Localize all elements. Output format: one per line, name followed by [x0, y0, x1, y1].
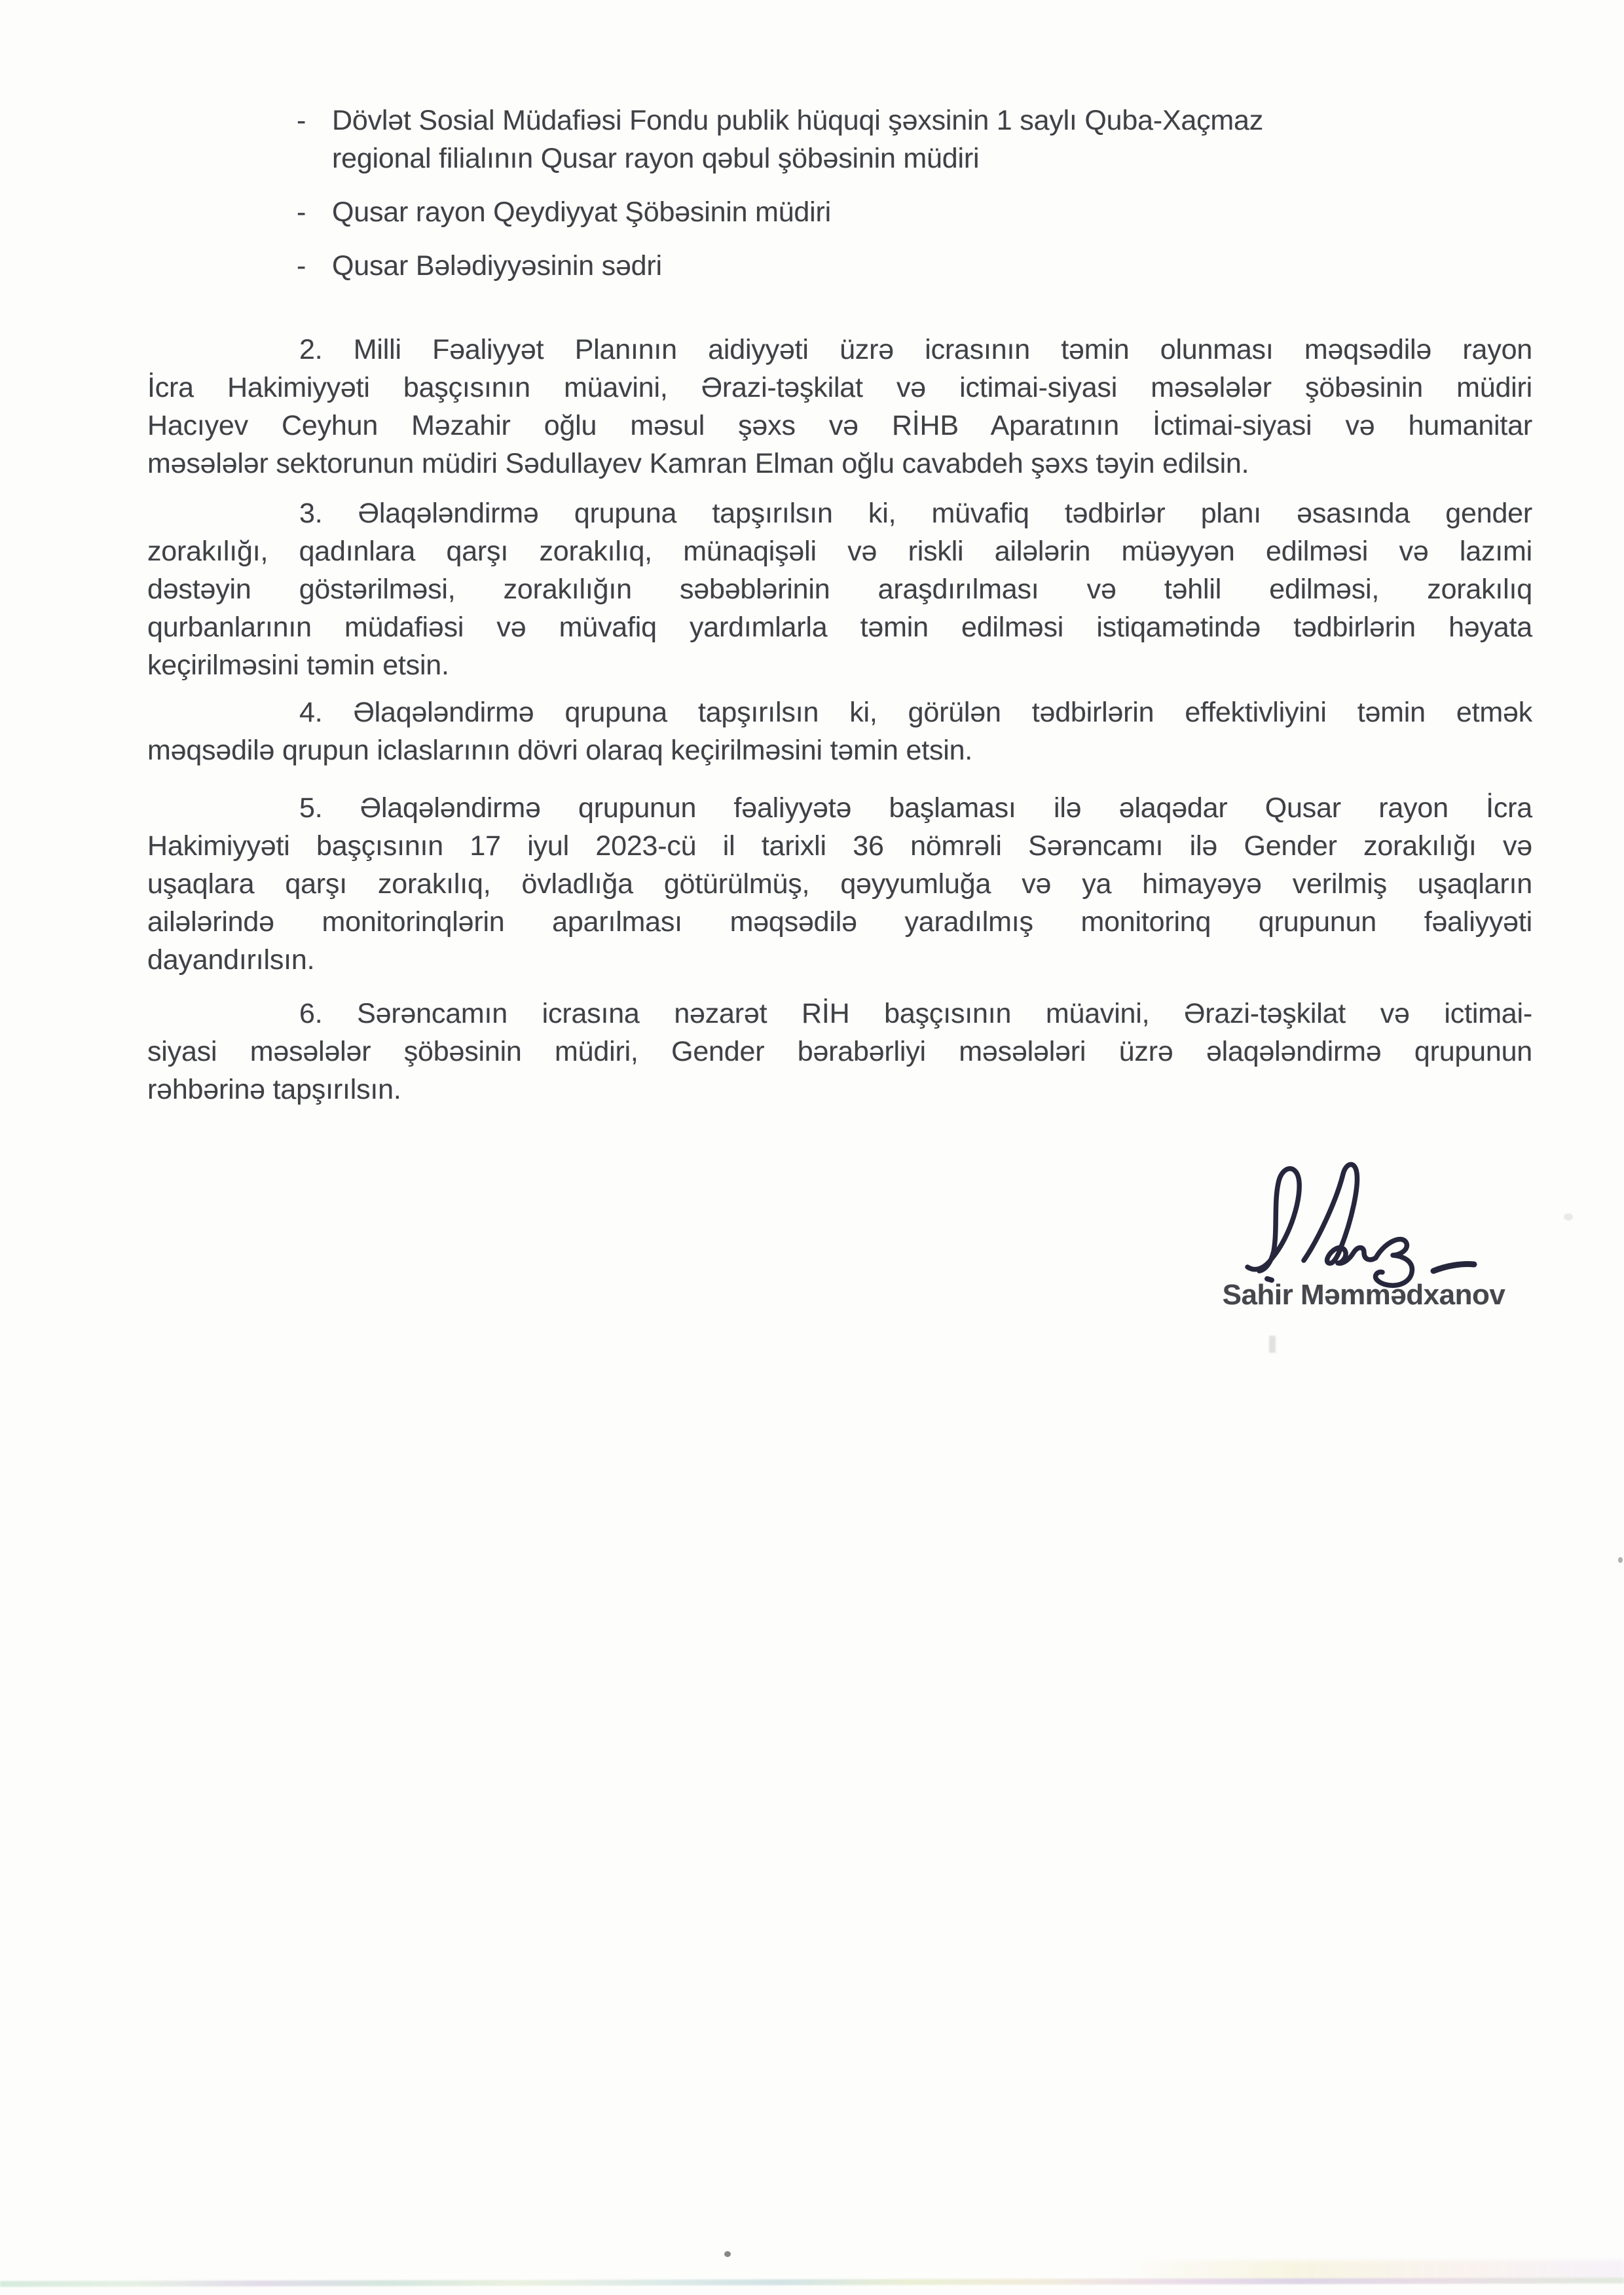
bullet-dash: - [297, 196, 306, 228]
signature-scribble [1241, 1154, 1483, 1292]
paragraph-line: dayandırılsın. [147, 944, 315, 976]
paragraph-line: zorakılığı, qadınlara qarşı zorakılıq, münaqişəli və riskli ailələrin müəyyən edilməsi və lazımi [147, 536, 1532, 567]
scan-speck [1618, 1557, 1623, 1563]
bullet-text [332, 101, 1263, 177]
paragraph-line: qurbanlarının müdafiəsi və müvafiq yardımlarla təmin edilməsi istiqamətində tədbirlərin həyata [147, 612, 1532, 643]
paragraph-line: məqsədilə qrupun iclaslarının dövri olaraq keçirilməsini təmin etsin. [147, 735, 973, 766]
list-item [297, 101, 1263, 177]
bullet-dash: - [297, 105, 306, 136]
paragraph-2 [147, 331, 1532, 483]
bullet-line: Dövlət Sosial Müdafiəsi Fondu publik hüquqi şəxsinin 1 saylı Quba-Xaçmaz [332, 105, 1264, 136]
scan-artifact-smudge [1113, 2260, 1624, 2280]
scan-speck [1564, 1213, 1573, 1221]
paragraph-5 [147, 789, 1532, 979]
officials-bullet-list [297, 101, 1263, 285]
paragraph-line: İcra Hakimiyyəti başçısının müavini, Ərazi-təşkilat və ictimai-siyasi məsələlər şöbəsinin müdiri [147, 372, 1532, 403]
bullet-line: Qusar rayon Qeydiyyat Şöbəsinin müdiri [332, 196, 831, 228]
paragraph-line: rəhbərinə tapşırılsın. [147, 1074, 401, 1105]
paragraph-line: 6. Sərəncamın icrasına nəzarət RİH başçısının müavini, Ərazi-təşkilat və ictimai- [299, 998, 1532, 1029]
paragraph-3 [147, 494, 1532, 684]
scan-speck [1269, 1336, 1276, 1353]
scan-artifact-line [0, 2277, 1624, 2286]
bullet-dash: - [297, 250, 306, 282]
paragraph-line: məsələlər sektorunun müdiri Sədullayev Kamran Elman oğlu cavabdeh şəxs təyin edilsin. [147, 448, 1249, 479]
paragraph-line: dəstəyin göstərilməsi, zorakılığın səbəblərinin araşdırılması və təhlil edilməsi, zorakılıq [147, 574, 1532, 605]
bullet-line: regional filialının Qusar rayon qəbul şöbəsinin müdiri [332, 143, 980, 174]
bullet-line: Qusar Bələdiyyəsinin sədri [332, 250, 662, 282]
paragraph-line: uşaqlara qarşı zorakılıq, övladlığa götürülmüş, qəyyumluğa və ya himayəyə verilmiş uşaqların [147, 868, 1532, 900]
paragraph-line: keçirilməsini təmin etsin. [147, 650, 449, 681]
bullet-text [332, 193, 831, 231]
paragraph-line: 5. Əlaqələndirmə qrupunun fəaliyyətə başlaması ilə əlaqədar Qusar rayon İcra [299, 792, 1532, 824]
list-item [297, 247, 1263, 285]
signatory-name: Sahir Məmmədxanov [1222, 1279, 1505, 1311]
paragraph-6 [147, 995, 1532, 1109]
paragraph-4 [147, 693, 1532, 769]
paragraph-line: 3. Əlaqələndirmə qrupuna tapşırılsın ki, müvafiq tədbirlər planı əsasında gender [299, 498, 1532, 529]
scan-speck [724, 2251, 731, 2257]
list-item [297, 193, 1263, 231]
paragraph-line: 4. Əlaqələndirmə qrupuna tapşırılsın ki, görülən tədbirlərin effektivliyini təmin etmək [299, 697, 1532, 728]
bullet-text [332, 247, 662, 285]
paragraph-line: siyasi məsələlər şöbəsinin müdiri, Gender bərabərliyi məsələləri üzrə əlaqələndirmə qrupunun [147, 1036, 1532, 1067]
paragraph-line: 2. Milli Fəaliyyət Planının aidiyyəti üzrə icrasının təmin olunması məqsədilə rayon [299, 334, 1532, 365]
paragraph-line: Hakimiyyəti başçısının 17 iyul 2023-cü il tarixli 36 nömrəli Sərəncamı ilə Gender zorakılığı və [147, 830, 1532, 862]
paragraph-line: ailələrində monitorinqlərin aparılması məqsədilə yaradılmış monitorinq qrupunun fəaliyyəti [147, 906, 1532, 938]
paragraph-line: Hacıyev Ceyhun Məzahir oğlu məsul şəxs və RİHB Aparatının İctimai-siyasi və humanitar [147, 410, 1532, 441]
